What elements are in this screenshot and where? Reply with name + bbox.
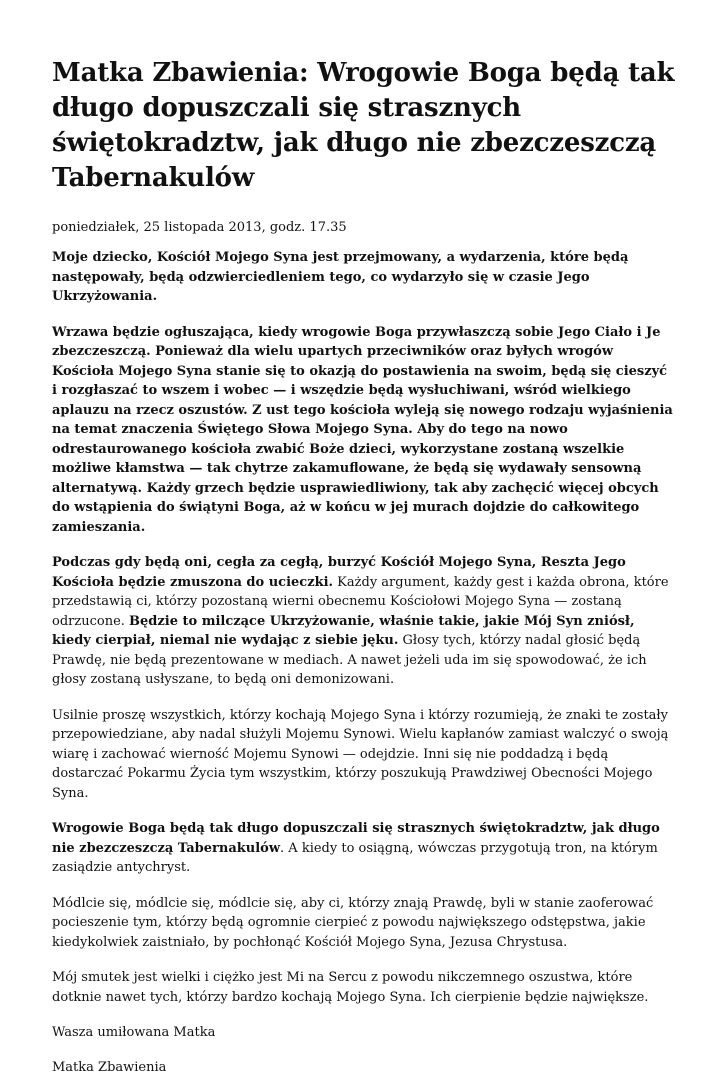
paragraph-2-bold: Wrzawa będzie ogłuszająca, kiedy wrogowie Boga przywłaszczą sobie Jego Ciało i Je zbezczeszczą. Ponieważ dla wielu upartych przeciwników oraz byłych wrogów Kościoła Mojego Syna stanie się to okazją do postawienia na swoim, będą się cieszyć i rozgłaszać to wszem i wobec — i wszędzie będą wysłuchiwani, wśród wielkiego aplauzu na rzecz oszustów. Z ust tego kościoła wyleją się nowego rodzaju wyjaśnienia na temat znaczenia Świętego Słowa Mojego Syna. Aby do tego na nowo odrestaurowanego kościoła zwabić Boże dzieci, wykorzystane zostaną wszelkie możliwe kłamstwa — tak chytrze zakamuflowane, że będą się wydawały sensowną alternatywą. Każdy grzech będzie usprawiedliwiony, tak aby zachęcić więcej obcych do wstąpienia do świątyni Boga, aż w końcu w jej murach dojdzie do całkowitego zamieszania. — [52, 324, 673, 535]
paragraph-4-text: Usilnie proszę wszystkich, którzy kochają Mojego Syna i którzy rozumieją, że znaki te zostały przepowiedziane, aby nadal służyli Mojemu Synowi. Wielu kapłanów zamiast walczyć o swoją wiarę i zachować wierność Mojemu Synowi — odejdzie. Inni się nie poddadzą i będą dostarczać Pokarmu Życia tym wszystkim, którzy poszukują Prawdziwej Obecności Mojego Syna. — [52, 707, 669, 801]
paragraph-2 — [52, 323, 675, 538]
paragraph-3-bold-2: Będzie to milczące Ukrzyżowanie, właśnie takie, jakie Mój Syn zniósł, kiedy cierpiał, niemal nie wydając z siebie jęku. — [52, 613, 635, 648]
paragraph-5 — [52, 819, 675, 878]
article-title: Matka Zbawienia: Wrogowie Boga będą tak długo dopuszczali się strasznych świętokradztw, jak długo nie zbezczeszczą Tabernakulów — [52, 58, 675, 193]
paragraph-6 — [52, 894, 675, 953]
paragraph-5-bold: Wrogowie Boga będą tak długo dopuszczali się strasznych świętokradztw, jak długo nie zbezczeszczą Tabernakulów — [52, 821, 660, 856]
paragraph-6-text: Módlcie się, módlcie się, módlcie się, aby ci, którzy znają Prawdę, byli w stanie zaoferować pocieszenie tym, którzy będą ogromnie cierpieć z powodu największego odstępstwa, jakie kiedykolwiek zaistniało, by pochłonąć Kościół Mojego Syna, Jezusa Chrystusa. — [52, 895, 654, 950]
paragraph-3-text-2: Głosy tych, którzy nadal głosić będą Prawdę, nie będą prezentowane w mediach. A nawet jeżeli uda im się spowodować, że ich głosy zostaną usłyszane, to będą oni demonizowani. — [52, 633, 647, 687]
paragraph-7 — [52, 968, 675, 1007]
paragraph-1 — [52, 248, 675, 307]
paragraph-7-text: Mój smutek jest wielki i ciężko jest Mi na Sercu z powodu nikczemnego oszustwa, które dotknie nawet tych, którzy bardzo kochają Mojego Syna. Ich cierpienie będzie największe. — [52, 970, 649, 1005]
signature: Matka Zbawienia — [52, 1060, 167, 1075]
article-date: poniedziałek, 25 listopada 2013, godz. 17.35 — [52, 220, 347, 235]
closing-line: Wasza umiłowana Matka — [52, 1025, 216, 1040]
paragraph-5-text: . A kiedy to osiągną, wówczas przygotują tron, na którym zasiądzie antychryst. — [52, 840, 658, 875]
paragraph-4 — [52, 706, 675, 804]
paragraph-3-text-1: Każdy argument, każdy gest i każda obrona, które przedstawią ci, którzy pozostaną wierni obecnemu Kościołowi Mojego Syna — zostaną odrzucone. — [52, 574, 669, 629]
paragraph-1-bold: Moje dziecko, Kościół Mojego Syna jest przejmowany, a wydarzenia, które będą następowały, będą odzwierciedleniem tego, co wydarzyło się w czasie Jego Ukrzyżowania. — [52, 250, 629, 304]
paragraph-3 — [52, 553, 675, 690]
paragraph-3-bold-1: Podczas gdy będą oni, cegła za cegłą, burzyć Kościół Mojego Syna, Reszta Jego Kościoła będzie zmuszona do ucieczki. — [52, 555, 626, 590]
